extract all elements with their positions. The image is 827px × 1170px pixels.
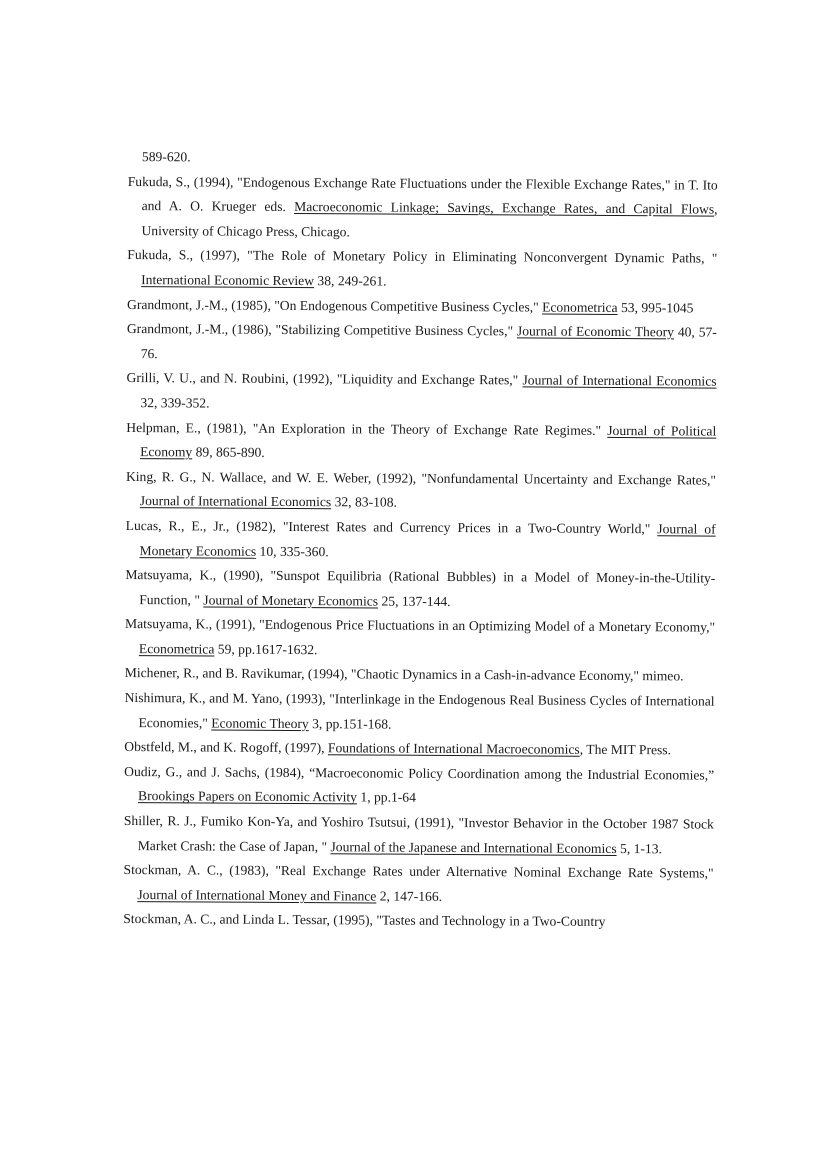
reference-text: Stockman, A. C., (1983), "Real Exchange Rates under Alternative Nominal Exchange Rate Systems," xyxy=(123,862,714,881)
reference-text: Stockman, A. C., and Linda L. Tessar, (1995), "Tastes and Technology in a Two-Country xyxy=(123,911,606,930)
reference-text: Michener, R., and B. Ravikumar, (1994), "Chaotic Dynamics in a Cash-in-advance Economy," mimeo. xyxy=(124,665,684,684)
reference-entry xyxy=(125,563,715,616)
reference-text: 32, 339-352. xyxy=(140,395,210,411)
reference-source-title: Journal of Monetary Economics xyxy=(139,521,716,559)
reference-text: 32, 83-108. xyxy=(331,494,397,510)
reference-text: 40, 57-76. xyxy=(140,324,717,361)
reference-entry xyxy=(125,661,715,689)
reference-source-title: Econometrica xyxy=(138,640,215,657)
reference-text: 1, pp.1-64 xyxy=(356,789,416,806)
reference-text: Fukuda, S., (1994), "Endogenous Exchange Rate Fluctuations under the Flexible Exchange Rates," in T. Ito and A. O. Krueger eds. xyxy=(127,173,718,215)
reference-entry xyxy=(127,317,717,370)
reference-source-title: Journal of International Economics xyxy=(139,493,332,510)
reference-text: 89, 865-890. xyxy=(192,444,265,460)
reference-source-title: Econometrica xyxy=(542,299,618,315)
reference-text: Matsuyama, K., (1990), "Sunspot Equilibria (Rational Bubbles) in a Model of Money-in-the-Utility-Function, " xyxy=(125,567,716,608)
reference-text: 2, 147-166. xyxy=(376,888,443,904)
reference-text: Grandmont, J.-M., (1985), "On Endogenous Competitive Business Cycles," xyxy=(126,296,543,315)
reference-entry xyxy=(124,760,714,813)
reference-list xyxy=(123,145,718,936)
reference-source-title: Journal of the Japanese and International Economics xyxy=(330,838,617,856)
reference-text: Grandmont, J.-M., (1986), "Stabilizing Competitive Business Cycles," xyxy=(126,321,517,339)
reference-source-title: International Economic Review xyxy=(141,272,315,289)
reference-source-title: Journal of International Economics xyxy=(522,372,717,389)
reference-text: , University of Chicago Press, Chicago. xyxy=(141,201,718,240)
reference-source-title: Journal of Economic Theory xyxy=(516,323,675,340)
reference-source-title: Journal of Political Economy xyxy=(140,422,717,460)
reference-text: Grilli, V. U., and N. Roubini, (1992), "Liquidity and Exchange Rates," xyxy=(126,370,523,388)
reference-source-title: Economic Theory xyxy=(211,715,309,731)
reference-text: King, R. G., N. Wallace, and W. E. Weber, (1992), "Nonfundamental Uncertainty and Exchange Rates," xyxy=(125,468,717,488)
reference-entry xyxy=(124,686,714,739)
reference-source-title: Foundations of International Macroeconomics xyxy=(327,740,580,758)
reference-text: 53, 995-1045 xyxy=(617,299,694,316)
reference-text: Oudiz, G., and J. Sachs, (1984), “Macroeconomic Policy Coordination among the Industrial Economies,” xyxy=(124,763,715,783)
reference-entry xyxy=(127,243,717,296)
reference-entry xyxy=(127,293,717,321)
reference-entry xyxy=(123,907,713,935)
reference-source-title: Journal of Monetary Economics xyxy=(203,592,379,609)
reference-entry xyxy=(127,170,717,247)
reference-text: 38, 249-261. xyxy=(314,273,387,289)
reference-text: Shiller, R. J., Fumiko Kon-Ya, and Yoshiro Tsutsui, (1991), "Investor Behavior in the October 1987 Stock Market Crash: the Case of Japan, " xyxy=(123,813,714,854)
reference-text: , The MIT Press. xyxy=(579,742,672,758)
reference-text: Fukuda, S., (1997), "The Role of Monetary Policy in Eliminating Nonconvergent Dynamic Paths, " xyxy=(127,247,718,266)
reference-text: Lucas, R., E., Jr., (1982), "Interest Rates and Currency Prices in a Two-Country World," xyxy=(125,517,658,537)
reference-text: 5, 1-13. xyxy=(616,840,663,856)
reference-entry xyxy=(125,514,715,567)
reference-entry xyxy=(123,858,713,911)
reference-text: Helpman, E., (1981), "An Exploration in the Theory of Exchange Rate Regimes." xyxy=(126,419,608,438)
reference-source-title: Brookings Papers on Economic Activity xyxy=(137,788,358,805)
reference-text: 3, pp.151-168. xyxy=(308,715,392,732)
reference-entry xyxy=(124,809,714,862)
reference-text: 25, 137-144. xyxy=(378,593,451,609)
reference-text: Obstfeld, M., and K. Rogoff, (1997), xyxy=(124,739,329,756)
reference-entry xyxy=(126,366,716,419)
reference-source-title: Journal of International Money and Finance xyxy=(137,886,377,904)
reference-entry xyxy=(124,735,714,763)
reference-text: Nishimura, K., and M. Yano, (1993), "Interlinkage in the Endogenous Real Business Cycles of International Economies," xyxy=(124,690,715,731)
reference-entry xyxy=(128,145,718,173)
reference-text: 10, 335-360. xyxy=(256,543,329,559)
reference-text: 59, pp.1617-1632. xyxy=(214,641,318,658)
reference-entry xyxy=(126,416,716,469)
reference-text: Matsuyama, K., (1991), "Endogenous Price Fluctuations in an Optimizing Model of a Monetary Economy," xyxy=(125,616,716,635)
reference-entry xyxy=(126,465,716,518)
reference-text: 589-620. xyxy=(141,149,191,165)
reference-source-title: Macroeconomic Linkage; Savings, Exchange Rates, and Capital Flows xyxy=(294,199,715,217)
reference-entry xyxy=(125,612,715,665)
